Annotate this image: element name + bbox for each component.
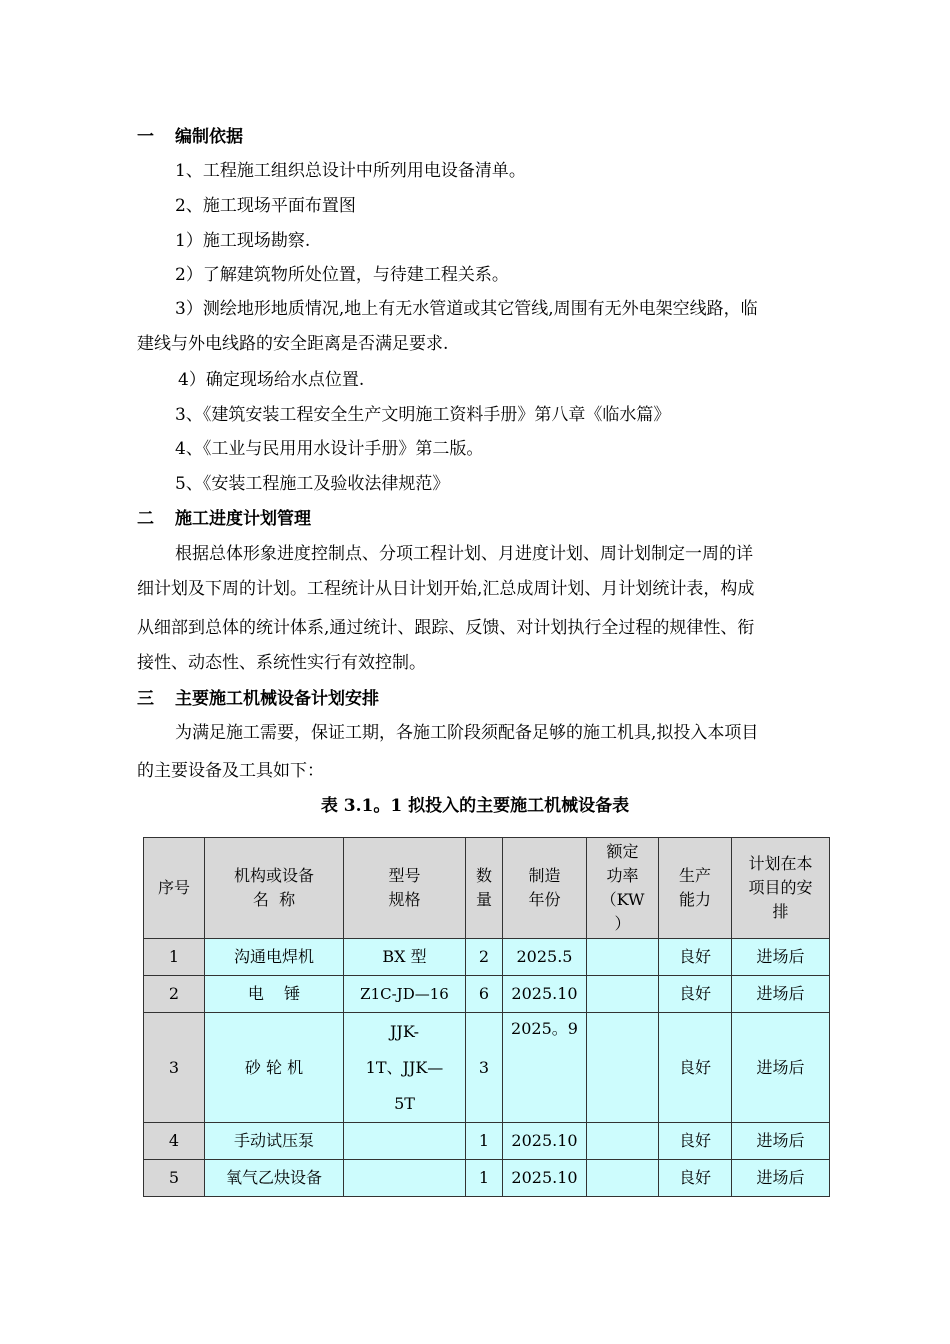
cell-year: 2025.10: [503, 976, 587, 1013]
paragraph-line: 3）测绘地形地质情况,地上有无水管道或其它管线,周围有无外电架空线路，临: [175, 299, 758, 319]
cell-power: [587, 1013, 659, 1123]
header-name: 机构或设备 名 称: [205, 838, 344, 939]
paragraph-line: 4、《工业与民用用水设计手册》第二版。: [175, 439, 484, 459]
section-title: 施工进度计划管理: [175, 509, 311, 529]
cell-quantity: 3: [466, 1013, 503, 1123]
paragraph-line: 5、《安装工程施工及验收法律规范》: [175, 474, 450, 494]
cell-model: [344, 1160, 466, 1197]
table-row: [144, 1013, 830, 1123]
cell-plan: 进场后: [732, 939, 830, 976]
table-row: [144, 1123, 830, 1160]
header-power: 额定 功率 （KW ）: [587, 838, 659, 939]
cell-model: Z1C-JD—16: [344, 976, 466, 1013]
table-header-row: [144, 838, 830, 939]
paragraph-line: 1、工程施工组织总设计中所列用电设备清单。: [175, 161, 526, 181]
cell-model: [344, 1123, 466, 1160]
cell-name: 氧气乙炔设备: [205, 1160, 344, 1197]
paragraph-line: 建线与外电线路的安全距离是否满足要求.: [137, 334, 449, 354]
section-heading-3: [137, 688, 379, 710]
paragraph-line: 2、施工现场平面布置图: [175, 196, 356, 216]
table-caption: 表 3.1。1 拟投入的主要施工机械设备表: [320, 796, 630, 816]
cell-year: 2025.10: [503, 1123, 587, 1160]
cell-plan: 进场后: [732, 1013, 830, 1123]
cell-power: [587, 976, 659, 1013]
cell-quantity: 1: [466, 1160, 503, 1197]
header-plan: 计划在本 项目的安 排: [732, 838, 830, 939]
paragraph-line: 从细部到总体的统计体系,通过统计、跟踪、反馈、对计划执行全过程的规律性、衔: [137, 618, 755, 638]
cell-quantity: 6: [466, 976, 503, 1013]
cell-plan: 进场后: [732, 976, 830, 1013]
table-row: [144, 939, 830, 976]
table-row: [144, 976, 830, 1013]
section-title: 主要施工机械设备计划安排: [175, 689, 379, 709]
cell-name: 沟通电焊机: [205, 939, 344, 976]
header-model: 型号 规格: [344, 838, 466, 939]
paragraph-line: 的主要设备及工具如下：: [137, 761, 324, 781]
cell-index: 5: [144, 1160, 205, 1197]
section-title: 编制依据: [175, 127, 243, 147]
paragraph-line: 细计划及下周的计划。工程统计从日计划开始,汇总成周计划、月计划统计表，构成: [137, 579, 755, 599]
cell-name: 手动试压泵: [205, 1123, 344, 1160]
cell-model: BX 型: [344, 939, 466, 976]
section-heading-2: [137, 508, 311, 530]
cell-year: 2025.5: [503, 939, 587, 976]
cell-quantity: 2: [466, 939, 503, 976]
paragraph-line: 接性、动态性、系统性实行有效控制。: [137, 653, 426, 673]
paragraph-line: 2）了解建筑物所处位置，与待建工程关系。: [175, 265, 509, 285]
paragraph-line: 根据总体形象进度控制点、分项工程计划、月进度计划、周计划制定一周的详: [175, 544, 753, 564]
cell-index: 4: [144, 1123, 205, 1160]
header-capacity: 生产 能力: [659, 838, 732, 939]
cell-power: [587, 1160, 659, 1197]
cell-power: [587, 939, 659, 976]
cell-year: 2025。9: [503, 1013, 587, 1123]
cell-name: 电 锤: [205, 976, 344, 1013]
section-heading-1: [137, 126, 243, 148]
cell-capacity: 良好: [659, 939, 732, 976]
header-quantity: 数 量: [466, 838, 503, 939]
paragraph-line: 1）施工现场勘察.: [175, 231, 311, 251]
cell-plan: 进场后: [732, 1160, 830, 1197]
cell-index: 2: [144, 976, 205, 1013]
cell-capacity: 良好: [659, 1123, 732, 1160]
paragraph-line: 4）确定现场给水点位置.: [178, 370, 365, 390]
section-number: 一: [137, 127, 154, 147]
section-number: 三: [137, 689, 154, 709]
cell-index: 1: [144, 939, 205, 976]
cell-capacity: 良好: [659, 1013, 732, 1123]
cell-model: JJK- 1T、JJK— 5T: [344, 1013, 466, 1123]
table-row: [144, 1160, 830, 1197]
paragraph-line: 3、《建筑安装工程安全生产文明施工资料手册》第八章《临水篇》: [175, 405, 671, 425]
cell-plan: 进场后: [732, 1123, 830, 1160]
header-year: 制造 年份: [503, 838, 587, 939]
cell-year: 2025.10: [503, 1160, 587, 1197]
cell-index: 3: [144, 1013, 205, 1123]
cell-quantity: 1: [466, 1123, 503, 1160]
paragraph-line: 为满足施工需要，保证工期，各施工阶段须配备足够的施工机具,拟投入本项目: [175, 723, 759, 743]
equipment-table: [143, 837, 830, 1197]
cell-name: 砂 轮 机: [205, 1013, 344, 1123]
cell-capacity: 良好: [659, 976, 732, 1013]
cell-power: [587, 1123, 659, 1160]
cell-capacity: 良好: [659, 1160, 732, 1197]
section-number: 二: [137, 509, 154, 529]
header-index: 序号: [144, 838, 205, 939]
